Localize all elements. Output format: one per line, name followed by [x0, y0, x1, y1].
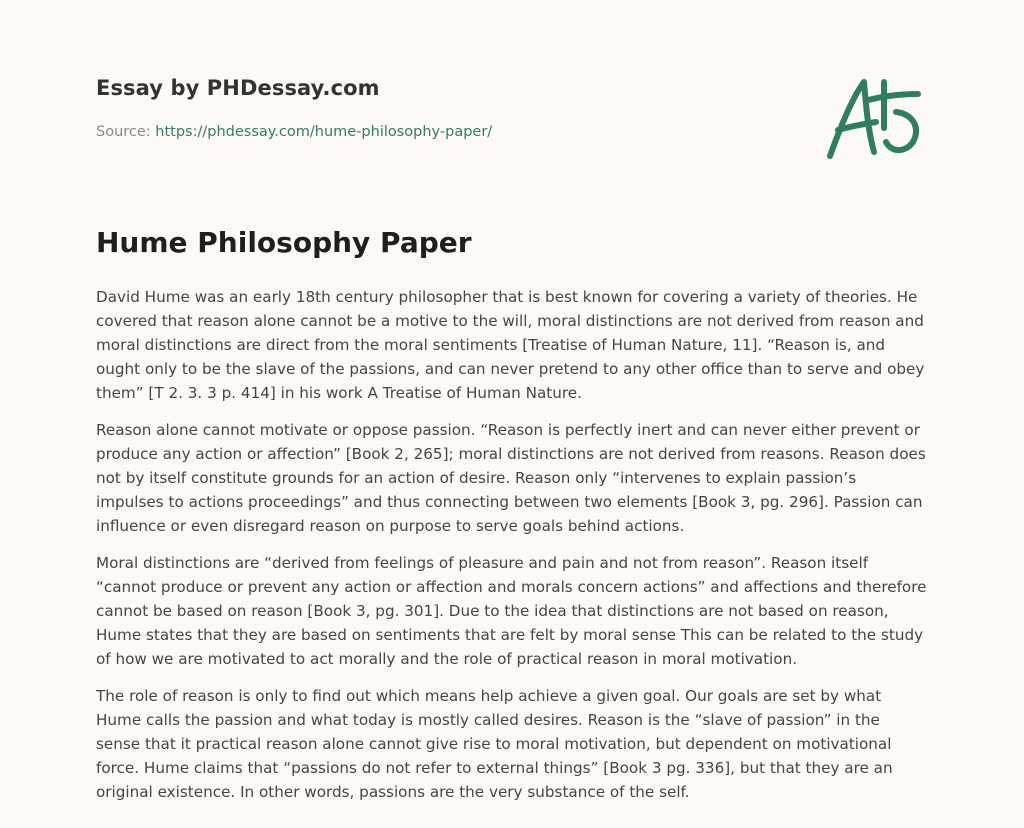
essay-body	[96, 285, 928, 817]
essay-paragraph: Reason alone cannot motivate or oppose passion. “Reason is perfectly inert and can never either prevent or produce any action or affection” [Book 2, 265]; moral distinctions are not derived from reasons. Reason does not by itself constitute grounds for an action of desire. Reason only “intervenes to explain passion’s impulses to actions proceedings” and thus connecting between two elements [Book 3, pg. 296]. Passion can influence or even disregard reason on purpose to serve goals behind actions.	[96, 421, 926, 535]
source-link[interactable]: https://phdessay.com/hume-philosophy-paper/	[155, 124, 493, 140]
essay-paragraph: David Hume was an early 18th century philosopher that is best known for covering a variety of theories. He covered that reason alone cannot be a motive to the will, moral distinctions are not derived from reason and moral distinctions are direct from the moral sentiments [Treatise of Human Nature, 11]. “Reason is, and ought only to be the slave of the passions, and can never pretend to any other office than to serve and obey them” [T 2. 3. 3 p. 414] in his work A Treatise of Human Nature.	[96, 288, 925, 402]
site-brand-title: Essay by PHDessay.com	[96, 76, 380, 100]
source-label: Source:	[96, 124, 151, 140]
essay-paragraph: Moral distinctions are “derived from feelings of pleasure and pain and not from reason”. Reason itself “cannot produce or prevent any action or affection and morals concern actions” and affections and therefore cannot be based on reason [Book 3, pg. 301]. Due to the idea that distinctions are not based on reason, Hume states that they are based on sentiments that are felt by moral sense This can be related to the study of how we are motivated to act morally and the role of practical reason in moral motivation.	[96, 554, 927, 668]
a-plus-logo-icon	[822, 66, 926, 166]
essay-title: Hume Philosophy Paper	[96, 226, 472, 259]
source-line	[96, 124, 492, 140]
essay-paragraph: The role of reason is only to find out which means help achieve a given goal. Our goals are set by what Hume calls the passion and what today is mostly called desires. Reason is the “slave of passion” in the sense that it practical reason alone cannot give rise to moral motivation, but dependent on motivational force. Hume claims that “passions do not refer to external things” [Book 3 pg. 336], but that they are an original existence. In other words, passions are the very substance of the self.	[96, 687, 893, 801]
